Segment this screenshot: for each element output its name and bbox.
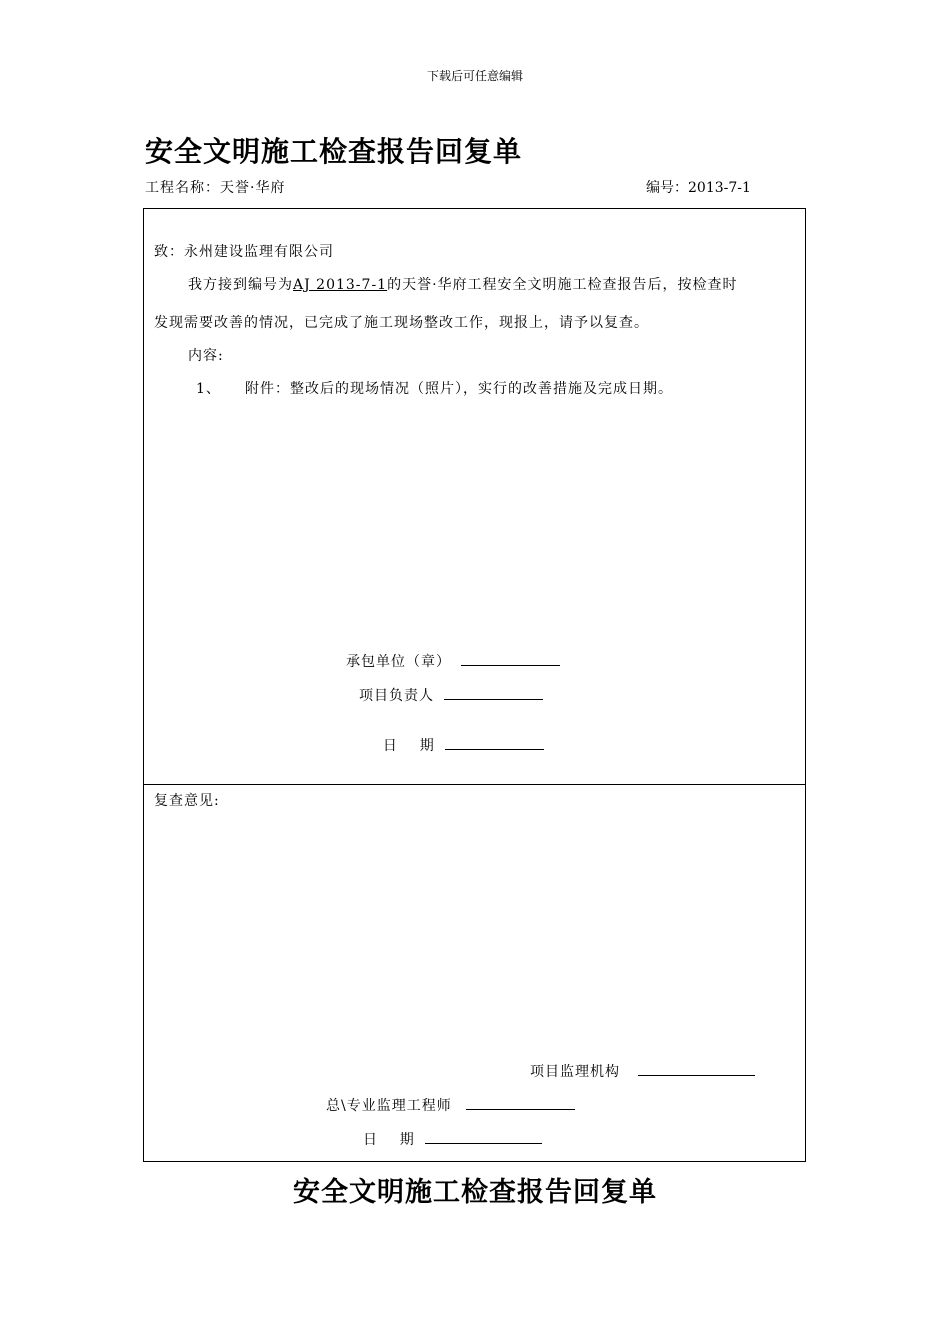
paragraph-post: 的天誉·华府工程安全文明施工检查报告后，按检查时	[387, 277, 738, 293]
document-number-label: 编号：	[646, 180, 688, 196]
footer-title: 安全文明施工检查报告回复单	[293, 1177, 657, 1208]
project-name-label: 工程名称：	[145, 180, 220, 196]
contractor-signature-row	[346, 651, 560, 671]
contractor-blank-line[interactable]	[461, 653, 560, 666]
engineer-blank-line[interactable]	[466, 1097, 575, 1110]
recipient: 致：永州建设监理有限公司	[154, 244, 334, 260]
reply-date-label: 日 期	[382, 738, 435, 754]
reply-date-row	[372, 719, 544, 755]
engineer-signature-row	[326, 1095, 575, 1115]
review-date-blank-line[interactable]	[425, 1131, 542, 1144]
paragraph-pre: 我方接到编号为	[188, 277, 293, 293]
manager-label: 项目负责人	[359, 688, 434, 704]
manager-blank-line[interactable]	[444, 687, 543, 700]
project-name-value: 天誉·华府	[220, 180, 286, 196]
page-title: 安全文明施工检查报告回复单	[145, 135, 523, 168]
reply-paragraph-line-2: 发现需要改善的情况，已完成了施工现场整改工作，现报上，请予以复查。	[154, 315, 649, 331]
review-date-label: 日 期	[363, 1132, 415, 1148]
reply-paragraph-line-1	[188, 274, 738, 294]
agency-blank-line[interactable]	[638, 1063, 755, 1076]
agency-label: 项目监理机构	[530, 1064, 620, 1080]
report-code: AJ 2013-7-1	[293, 277, 388, 293]
review-date-row	[363, 1129, 542, 1149]
contractor-label: 承包单位（章）	[346, 654, 451, 670]
project-name	[145, 177, 285, 197]
content-label: 内容:	[188, 348, 224, 364]
attachment-item: 附件：整改后的现场情况（照片），实行的改善措施及完成日期。	[245, 381, 673, 397]
agency-signature-row	[530, 1061, 755, 1081]
review-opinion-label: 复查意见:	[154, 793, 220, 809]
item-number: 1、	[196, 381, 221, 397]
engineer-label: 总\专业监理工程师	[326, 1098, 452, 1114]
document-number	[646, 177, 751, 197]
manager-signature-row	[359, 685, 543, 705]
document-number-value: 2013-7-1	[688, 180, 751, 196]
download-note: 下载后可任意编辑	[426, 69, 523, 83]
reply-date-blank-line[interactable]	[445, 737, 544, 750]
form-divider	[143, 784, 806, 785]
